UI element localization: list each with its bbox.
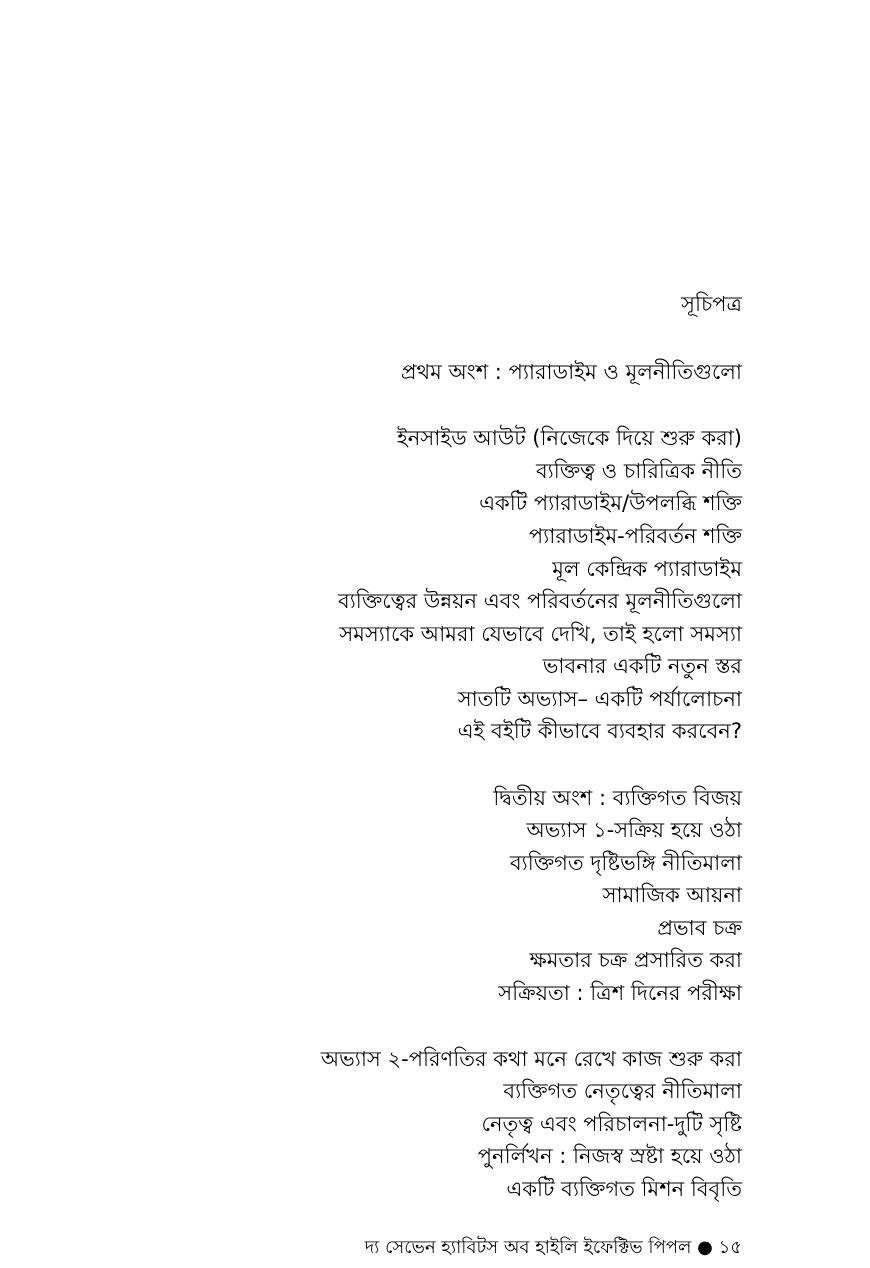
- toc-item: মূল কেন্দ্রিক প্যারাডাইম: [552, 557, 742, 581]
- footer-book-title: দ্য সেভেন হ্যাবিটস অব হাইলি ইফেক্টিভ পিপল: [364, 1237, 692, 1258]
- habit-two-title: অভ্যাস ২-পরিণতির কথা মনে রেখে কাজ শুরু করা: [320, 1047, 742, 1071]
- page-number: ১৫: [718, 1237, 742, 1258]
- part-two-heading: দ্বিতীয় অংশ : ব্যক্তিগত বিজয়: [493, 786, 742, 810]
- toc-item: পুনর্লিখন : নিজস্ব স্রষ্টা হয়ে ওঠা: [477, 1144, 742, 1168]
- habit-one-title: অভ্যাস ১-সক্রিয় হয়ে ওঠা: [526, 818, 742, 842]
- toc-item: সক্রিয়তা : ত্রিশ দিনের পরীক্ষা: [498, 981, 742, 1005]
- toc-item: সমস্যাকে আমরা যেভাবে দেখি, তাই হলো সমস্যা: [339, 622, 742, 646]
- page-title: সূচিপত্র: [681, 292, 742, 316]
- footer-bullet-icon: ●: [697, 1237, 713, 1258]
- toc-item: ক্ষমতার চক্র প্রসারিত করা: [529, 948, 742, 972]
- toc-item: সাতটি অভ্যাস– একটি পর্যালোচনা: [457, 687, 742, 711]
- page-footer: [365, 1236, 742, 1260]
- toc-item: ব্যক্তিগত নেতৃত্বের নীতিমালা: [503, 1079, 742, 1103]
- toc-item: নেতৃত্ব এবং পরিচালনা-দুটি সৃষ্টি: [481, 1112, 742, 1136]
- toc-item: সামাজিক আয়না: [602, 883, 742, 907]
- toc-item: ভাবনার একটি নতুন স্তর: [542, 654, 742, 678]
- toc-item: এই বইটি কীভাবে ব্যবহার করবেন?: [457, 719, 742, 743]
- section-title-inside-out: ইনসাইড আউট (নিজেকে দিয়ে শুরু করা): [396, 426, 742, 450]
- toc-item: একটি ব্যক্তিগত মিশন বিবৃতি: [506, 1177, 742, 1201]
- toc-item: ব্যক্তিত্ব ও চারিত্রিক নীতি: [535, 459, 742, 483]
- toc-item: একটি প্যারাডাইম/উপলব্ধি শক্তি: [479, 491, 742, 515]
- toc-item: প্যারাডাইম-পরিবর্তন শক্তি: [528, 524, 742, 548]
- toc-item: প্রভাব চক্র: [657, 916, 742, 940]
- toc-item: ব্যক্তিত্বের উন্নয়ন এবং পরিবর্তনের মূলনীতিগুলো: [338, 589, 742, 613]
- part-one-heading: প্রথম অংশ : প্যারাডাইম ও মূলনীতিগুলো: [400, 360, 742, 384]
- toc-item: ব্যক্তিগত দৃষ্টিভঙ্গি নীতিমালা: [509, 851, 742, 875]
